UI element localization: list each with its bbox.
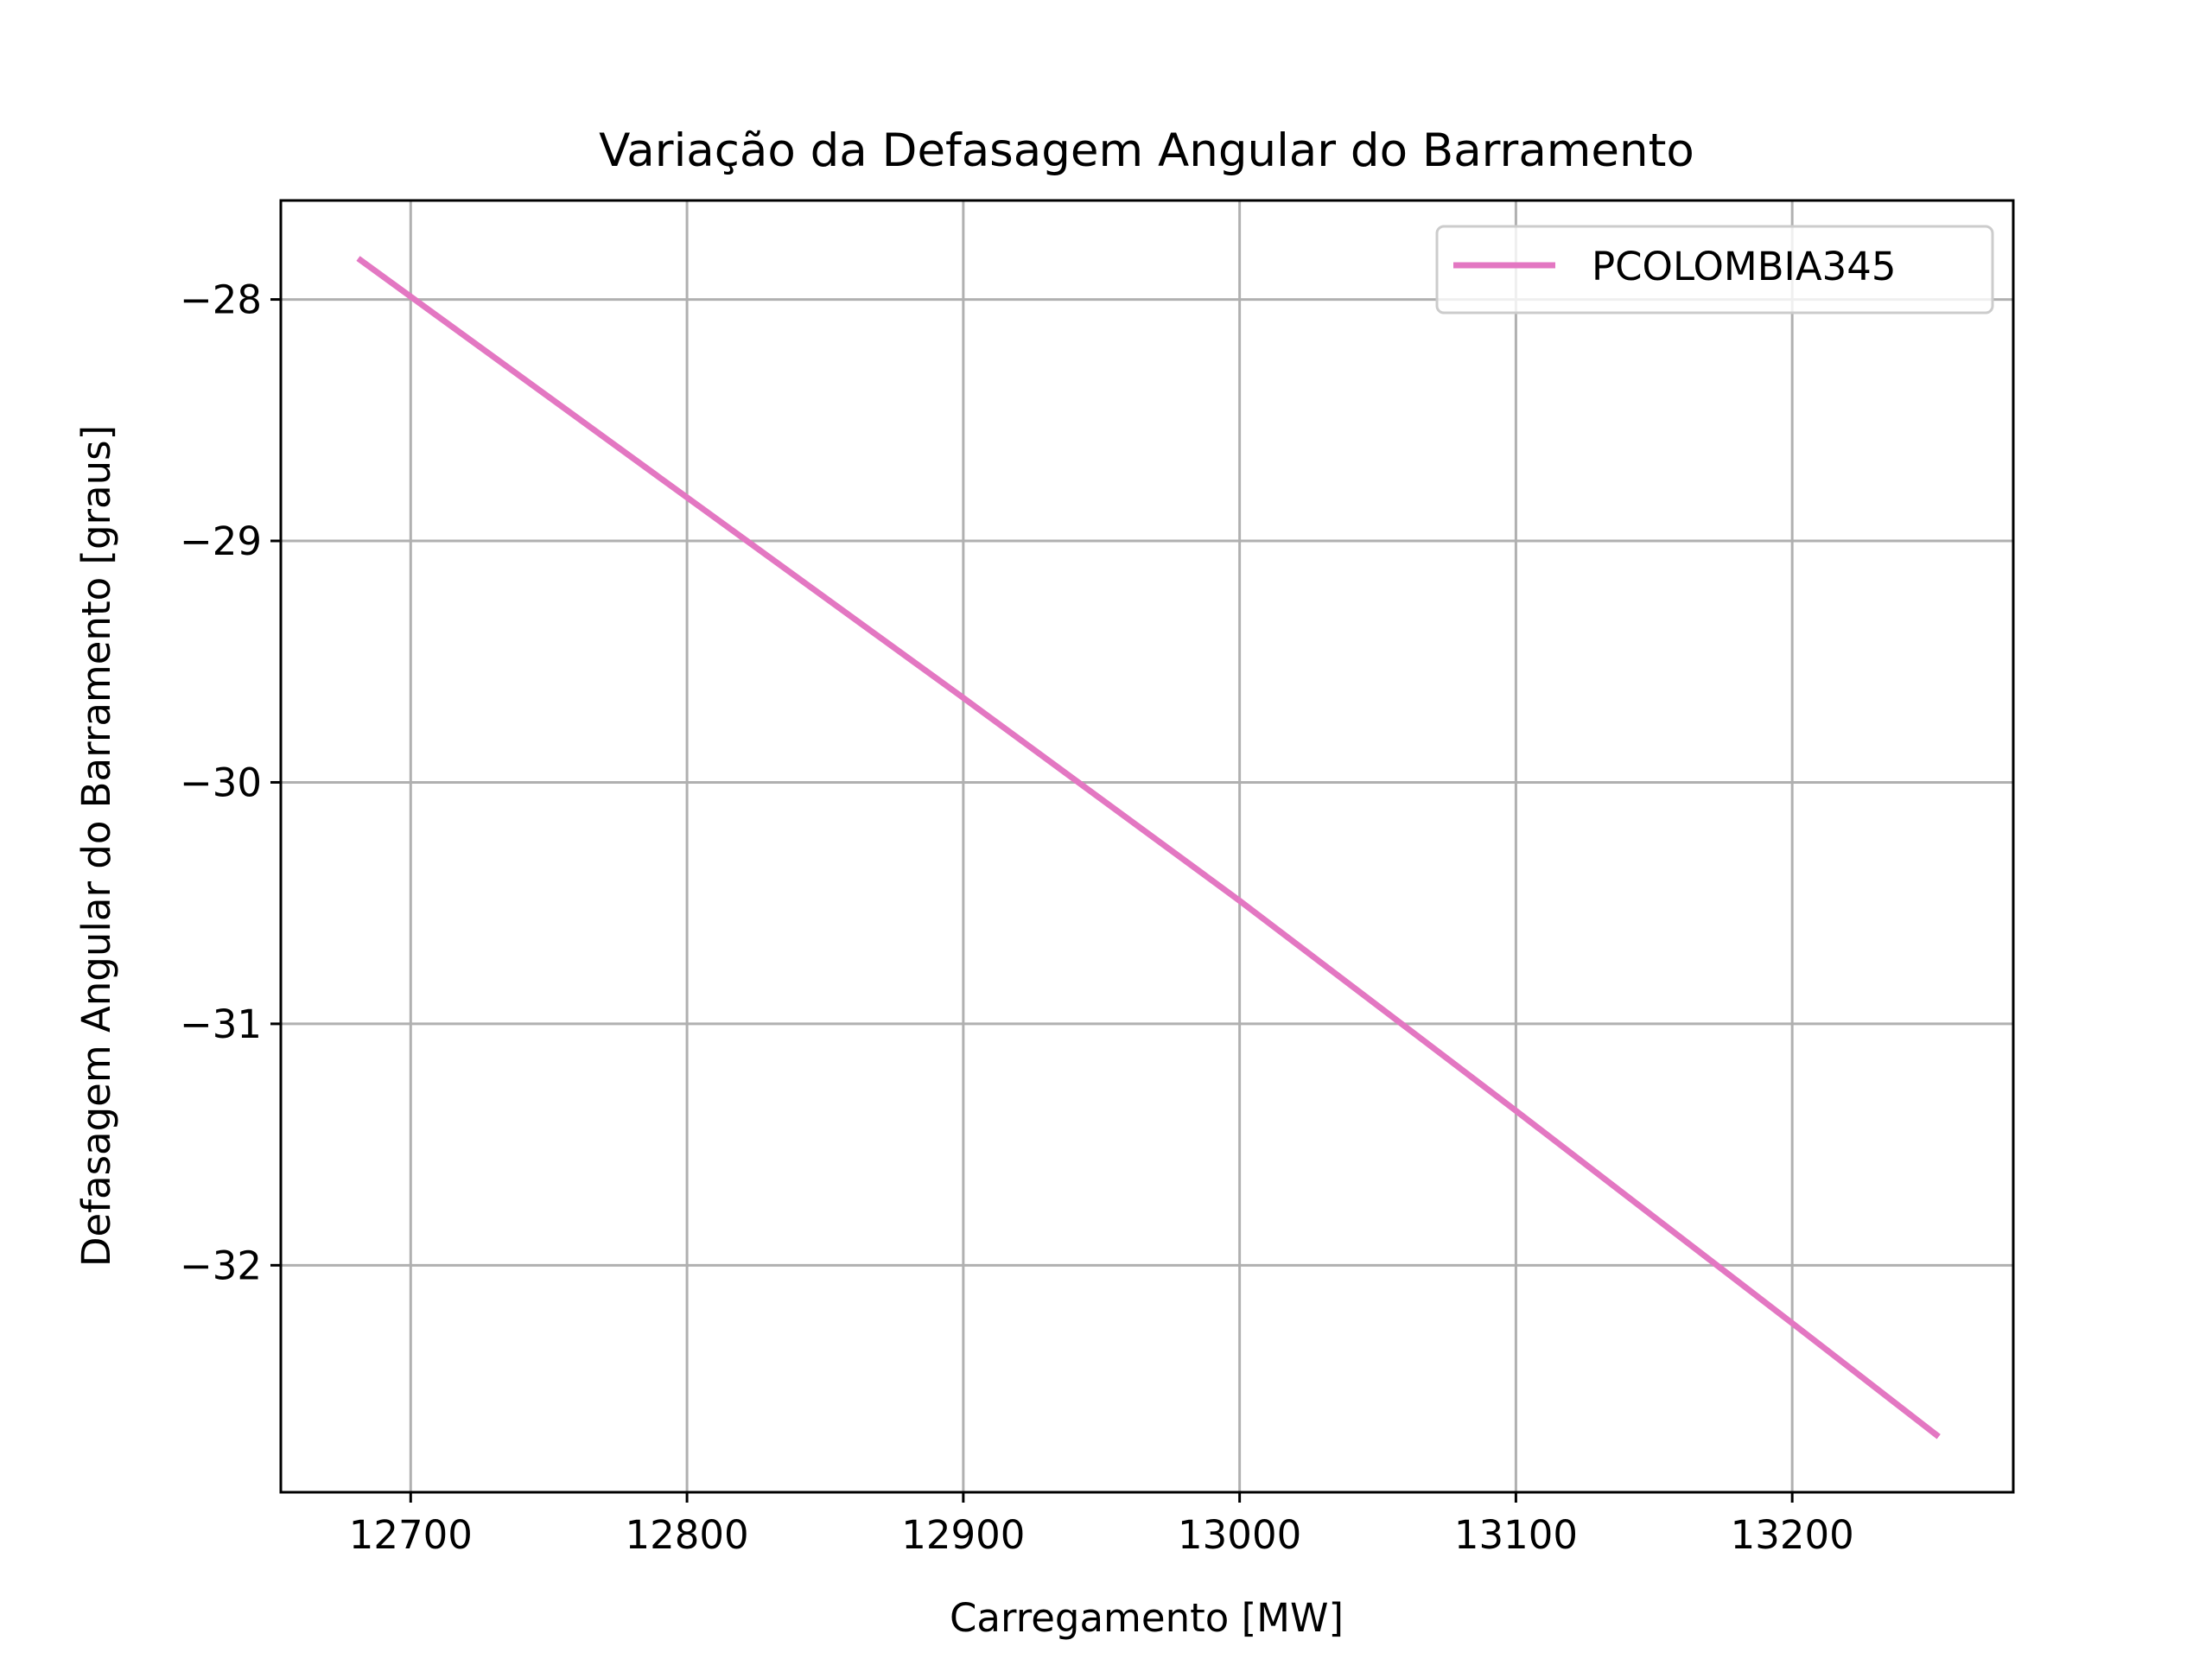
y-tick-label: −32 (180, 1243, 262, 1289)
x-tick-label: 12800 (625, 1512, 749, 1558)
y-tick-label: −31 (180, 1001, 262, 1047)
x-tick-label: 13200 (1730, 1512, 1854, 1558)
x-tick-label: 13000 (1178, 1512, 1302, 1558)
x-tick-label: 13100 (1453, 1512, 1578, 1558)
y-tick-label: −30 (180, 760, 262, 806)
y-axis-label: Defasagem Angular do Barramento [graus] (73, 424, 119, 1268)
chart-title: Variação da Defasagem Angular do Barramento (599, 124, 1694, 177)
x-tick-label: 12900 (901, 1512, 1026, 1558)
y-tick-label: −29 (180, 518, 262, 565)
legend (1437, 226, 1993, 313)
y-tick-label: −28 (180, 276, 262, 323)
x-axis-label: Carregamento [MW] (950, 1595, 1344, 1641)
legend-label: PCOLOMBIA345 (1592, 244, 1897, 289)
x-tick-label: 12700 (348, 1512, 473, 1558)
